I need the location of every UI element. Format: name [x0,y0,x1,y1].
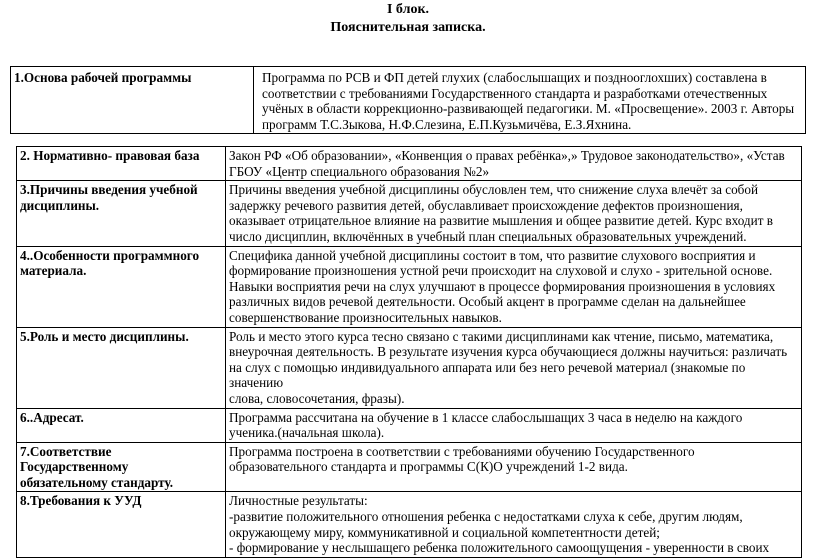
text-line: на слух с помощью индивидуального аппарата или без него речевой материал (знакомые по значению [229,359,746,391]
text-line: Навыки восприятия речи на слух улучшают в процессе формирования произношения в условиях [229,278,776,294]
text-line: задержку речевого развития детей, обуславливает происхождение дефектов произношения, [229,197,743,213]
table-row [17,147,802,181]
label-line: 7.Соответствие [20,443,112,459]
label-line: 5.Роль и место дисциплины. [20,328,189,344]
basis-text [254,67,806,134]
row-label [17,327,226,408]
row-text [226,408,802,442]
text-line: оказывает отрицательное влияние на развитие мышления и общее развитие детей. Курс входит в [229,213,773,229]
text-line: Программа построена в соответствии с требованиями обучению Государственного [229,443,695,459]
label-line: обязательному стандарту. [20,474,174,490]
table-row [17,246,802,327]
row-label [17,442,226,492]
text-line: - формирование у неслышащего ребенка положительного самоощущения - уверенности в своих [229,540,770,556]
text-line: программ Т.С.Зыкова, Н.Ф.Слезина, Е.П.Кузьмичёва, Е.З.Яхнина. [262,116,632,132]
label-line: 2. Нормативно- правовая база [20,148,200,163]
text-line: окружающему миру, коммуникативной и социальной компетентности детей; [229,524,660,540]
label-line: материала. [20,263,87,279]
row-text [226,327,802,408]
row-label [17,408,226,442]
text-line: различных видов речевой деятельности. Особый акцент в программе сделан на дальнейшее [229,294,746,310]
row-text [226,181,802,246]
text-line: -развитие положительного отношения ребенка с недостатками слуха к себе, другим людям, [229,509,743,525]
text-line: учёных в области коррекционно-развивающей педагогики. М. «Просвещение». 2003 г. Авторы [262,101,795,117]
text-line: Причины введения учебной дисциплины обусловлен тем, что снижение слуха влечёт за собой [229,182,759,198]
label-line: дисциплины. [20,197,100,213]
text-line: внеурочная деятельность. В результате изучения курса обучающиеся должны научиться: различать [229,344,788,360]
basis-label: 1.Основа рабочей программы [11,67,254,134]
row-text [226,442,802,492]
label-line: 3.Причины введения учебной [20,182,198,198]
text-line: совершенствование произносительных навыков. [229,309,502,325]
text-line: Роль и место этого курса тесно связано с такими дисциплинами как чтение, письмо, математика, [229,328,774,344]
table-row [11,67,806,134]
label-line: Государственному [20,459,129,475]
row-label [17,246,226,327]
table-row [17,327,802,408]
row-label [17,492,226,557]
block-heading: I блок. [386,2,430,17]
text-line: формирование произношения устной речи происходит на слуховой и слухо - зрительной основе. [229,263,773,279]
text-line: Программа по РСВ и ФП детей глухих (слабослышащих и позднооглохших) составлена в [262,70,767,85]
page-title: Пояснительная записка. [330,20,486,35]
row-label [17,147,226,181]
table-row [17,492,802,557]
table-row [17,181,802,246]
row-label [17,181,226,246]
label-line: 4..Особенности программного [20,247,200,263]
text-line: образовательного стандарта и программы С(К)О учреждений 1-2 вида. [229,459,628,475]
text-line: соответствии с требованиями Государственного стандарта и разработками отечественных [262,85,768,101]
row-text [226,147,802,181]
text-line: Закон РФ «Об образовании», «Конвенция о правах ребёнка»,» Трудовое законодательство», «Устав [229,148,785,163]
text-line: Программа рассчитана на обучение в 1 классе слабослышащих 3 часа в неделю на каждого [229,409,743,425]
table-row [17,442,802,492]
basis-table [10,66,806,134]
label-line: 6..Адресат. [20,409,84,425]
text-line: ГБОУ «Центр специального образования №2» [229,163,490,179]
row-text [226,492,802,557]
program-table [16,146,802,558]
text-line: ученика.(начальная школа). [229,425,385,441]
table-row [17,408,802,442]
label-line: 8.Требования к УУД [20,493,142,509]
text-line: число дисциплин, включённых в учебный план специальных образовательных учреждений. [229,228,747,244]
text-line: слова, словосочетания, фразы). [229,390,405,406]
text-line: Специфика данной учебной дисциплины состоит в том, что развитие слухового восприятия и [229,247,756,263]
row-text [226,246,802,327]
text-line: Личностные результаты: [229,493,368,509]
